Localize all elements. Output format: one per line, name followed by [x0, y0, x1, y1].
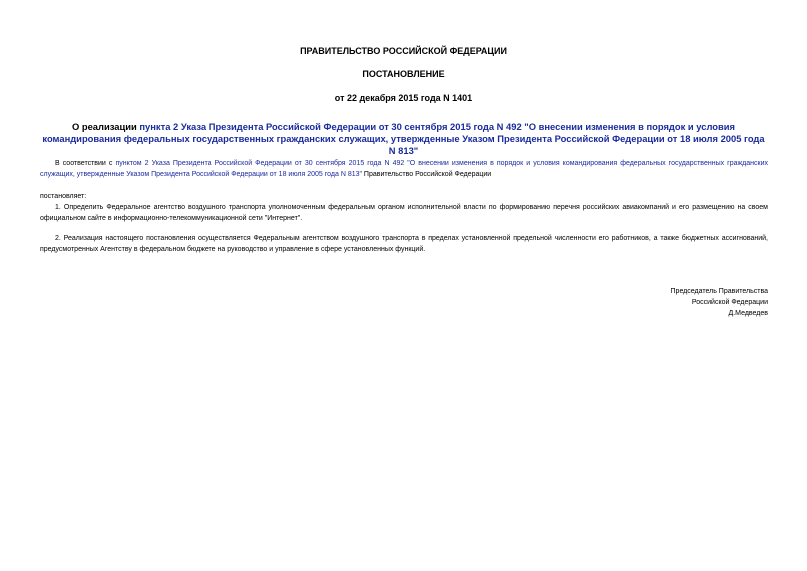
document-title — [40, 121, 767, 157]
item-1-paragraph: 1. Определить Федеральное агентство воздушного транспорта уполномоченным федеральным органом исполнительной власти по формированию перечня российских авиакомпаний и его размещению на своем официальном сайте в информационно-телекоммуникационной сети "Интернет". — [40, 204, 768, 222]
date-number-heading: от 22 декабря 2015 года N 1401 — [334, 93, 473, 103]
resolves-line: постановляет: — [40, 193, 87, 200]
preamble-suffix: Правительство Российской Федерации — [361, 171, 492, 178]
preamble-decree-link[interactable]: пунктом 2 Указа Президента Российской Федерации от 30 сентября 2015 года N 492 "О внесении изменения в порядок и условия командирования федеральных государственных гражданских служащих, утвержденные Указом Президента Российской Федерации от 18 июля 2005 года N 813" — [40, 160, 768, 178]
signature-position-line1: Председатель Правительства — [670, 288, 768, 295]
government-heading: ПРАВИТЕЛЬСТВО РОССИЙСКОЙ ФЕДЕРАЦИИ — [300, 46, 507, 56]
preamble-prefix: В соответствии с — [55, 160, 116, 167]
signature-position-line2: Российской Федерации — [691, 299, 768, 306]
preamble-paragraph — [40, 158, 768, 180]
signature-name: Д.Медведев — [728, 310, 768, 317]
item-2-paragraph: 2. Реализация настоящего постановления осуществляется Федеральным агентством воздушного транспорта в пределах установленной предельной численности его работников, а также бюджетных ассигнований, предусмотренных Агентству в федеральном бюджете на руководство и управление в сфере установленных функций. — [40, 235, 768, 253]
title-decree-link[interactable]: пункта 2 Указа Президента Российской Федерации от 30 сентября 2015 года N 492 "О внесении изменения в порядок и условия командирования федеральных государственных гражданских служащих, утвержденные Указом Президента Российской Федерации от 18 июля 2005 года N 813" — [42, 121, 765, 156]
document-type-heading: ПОСТАНОВЛЕНИЕ — [362, 69, 445, 79]
title-prefix: О реализации — [71, 121, 140, 132]
